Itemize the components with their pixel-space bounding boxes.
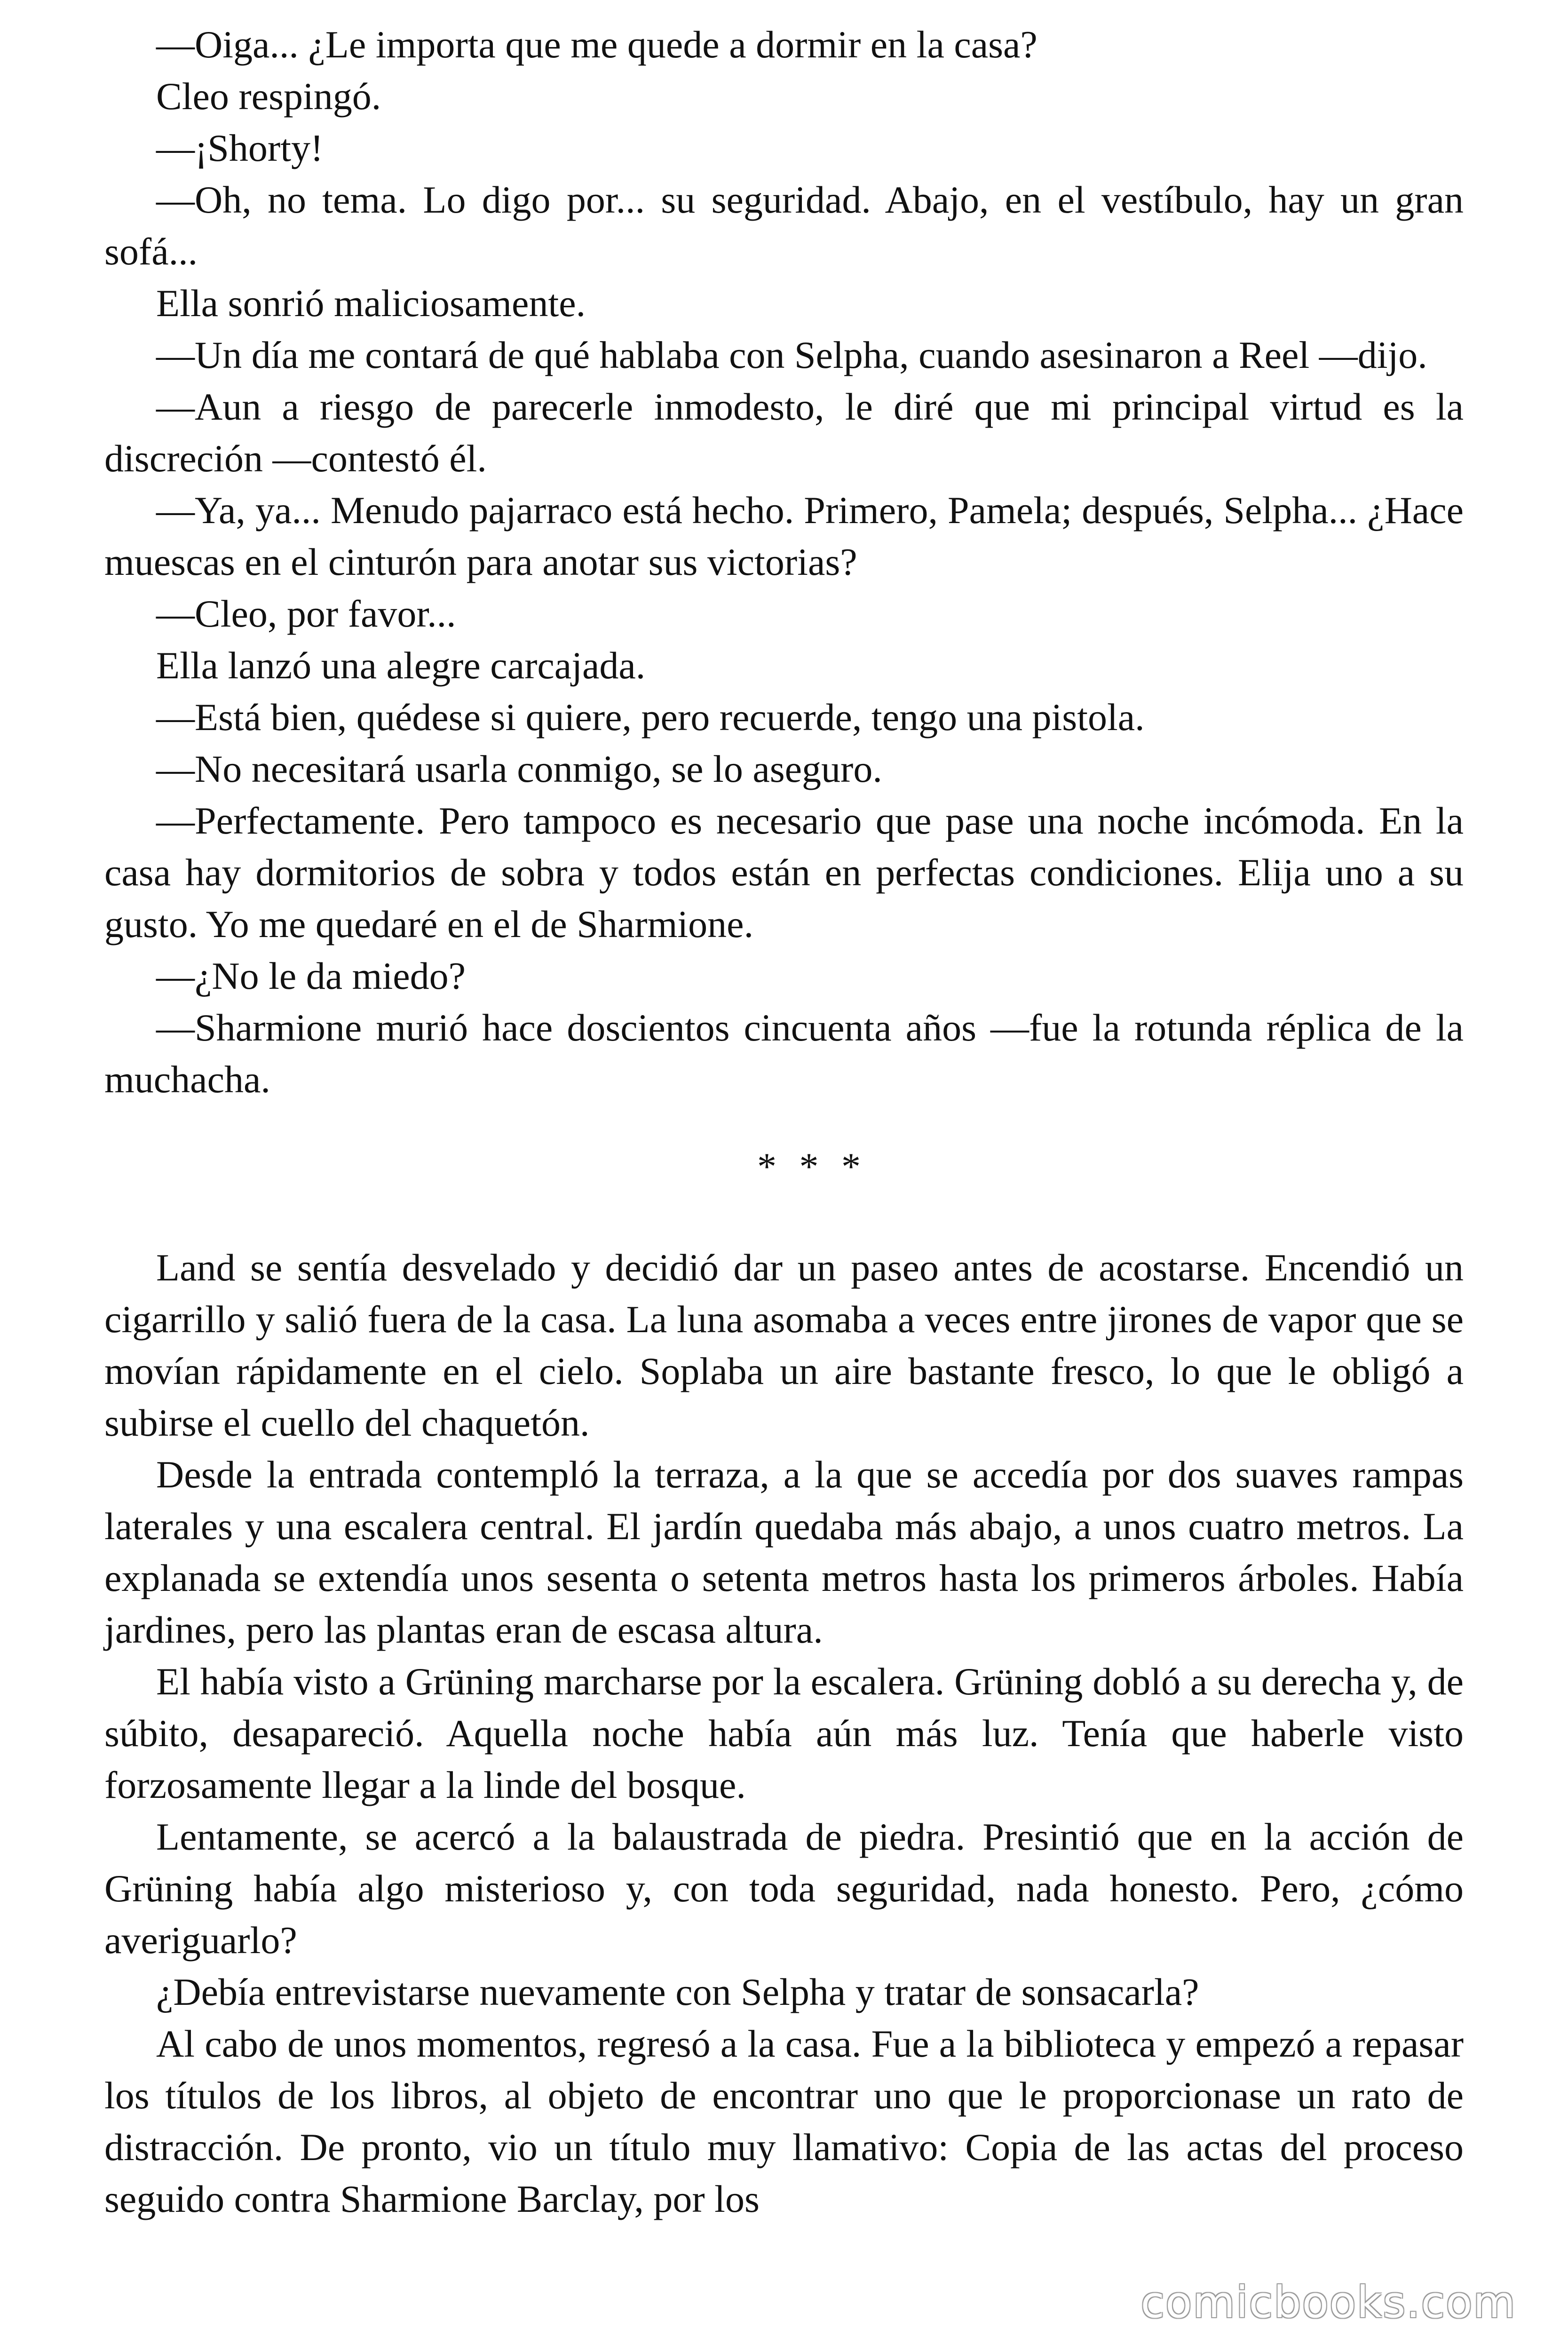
paragraph: —Sharmione murió hace doscientos cincuenta años —fue la rotunda réplica de la muchacha. bbox=[104, 1006, 1464, 1101]
paragraph: Ella lanzó una alegre carcajada. bbox=[156, 644, 646, 687]
paragraph: Al cabo de unos momentos, regresó a la casa. Fue a la biblioteca y empezó a repasar los títulos de los libros, al objeto de encontrar uno que le proporcionase un rato de distracción. De pronto, vio un título muy llamativo: Copia de las actas del proceso seguido contra Sharmione Barclay, por los bbox=[104, 2022, 1464, 2220]
paragraph: —Aun a riesgo de parecerle inmodesto, le diré que mi principal virtud es la discreción —contestó él. bbox=[104, 385, 1464, 480]
paragraph: El había visto a Grüning marcharse por la escalera. Grüning dobló a su derecha y, de súbito, desapareció. Aquella noche había aún más luz. Tenía que haberle visto forzosamente llegar a la linde del bosque. bbox=[104, 1660, 1464, 1806]
paragraph: —Un día me contará de qué hablaba con Selpha, cuando asesinaron a Reel —dijo. bbox=[156, 334, 1427, 376]
paragraph: —Está bien, quédese si quiere, pero recuerde, tengo una pistola. bbox=[156, 696, 1145, 739]
paragraph: —Perfectamente. Pero tampoco es necesario que pase una noche incómoda. En la casa hay dormitorios de sobra y todos están en perfectas condiciones. Elija uno a su gusto. Yo me quedaré en el de Sharmione. bbox=[104, 799, 1464, 946]
paragraph: Land se sentía desvelado y decidió dar un paseo antes de acostarse. Encendió un cigarrillo y salió fuera de la casa. La luna asomaba a veces entre jirones de vapor que se movían rápidamente en el cielo. Soplaba un aire bastante fresco, lo que le obligó a subirse el cuello del chaquetón. bbox=[104, 1246, 1464, 1444]
paragraph: —¡Shorty! bbox=[156, 127, 324, 169]
paragraph: —Oiga... ¿Le importa que me quede a dormir en la casa? bbox=[156, 23, 1037, 66]
paragraph: —Ya, ya... Menudo pajarraco está hecho. Primero, Pamela; después, Selpha... ¿Hace muescas en el cinturón para anotar sus victorias? bbox=[104, 489, 1464, 583]
paragraph: Desde la entrada contempló la terraza, a la que se accedía por dos suaves rampas laterales y una escalera central. El jardín quedaba más abajo, a unos cuatro metros. La explanada se extendía unos sesenta o setenta metros hasta los primeros árboles. Había jardines, pero las plantas eran de escasa altura. bbox=[104, 1453, 1464, 1651]
paragraph: —Cleo, por favor... bbox=[156, 592, 456, 635]
watermark: comicbooks.com bbox=[1140, 2277, 1516, 2328]
paragraph: Ella sonrió maliciosamente. bbox=[156, 282, 586, 325]
paragraph: —No necesitará usarla conmigo, se lo aseguro. bbox=[156, 747, 882, 790]
page-body bbox=[104, 19, 1464, 2225]
section-break: * * * bbox=[757, 1145, 867, 1188]
paragraph: ¿Debía entrevistarse nuevamente con Selpha y tratar de sonsacarla? bbox=[156, 1971, 1199, 2013]
paragraph: —Oh, no tema. Lo digo por... su seguridad. Abajo, en el vestíbulo, hay un gran sofá... bbox=[104, 178, 1464, 273]
paragraph: —¿No le da miedo? bbox=[156, 954, 466, 997]
paragraph: Lentamente, se acercó a la balaustrada de piedra. Presintió que en la acción de Grüning había algo misterioso y, con toda seguridad, nada honesto. Pero, ¿cómo averiguarlo? bbox=[104, 1815, 1464, 1962]
paragraph: Cleo respingó. bbox=[156, 75, 381, 118]
